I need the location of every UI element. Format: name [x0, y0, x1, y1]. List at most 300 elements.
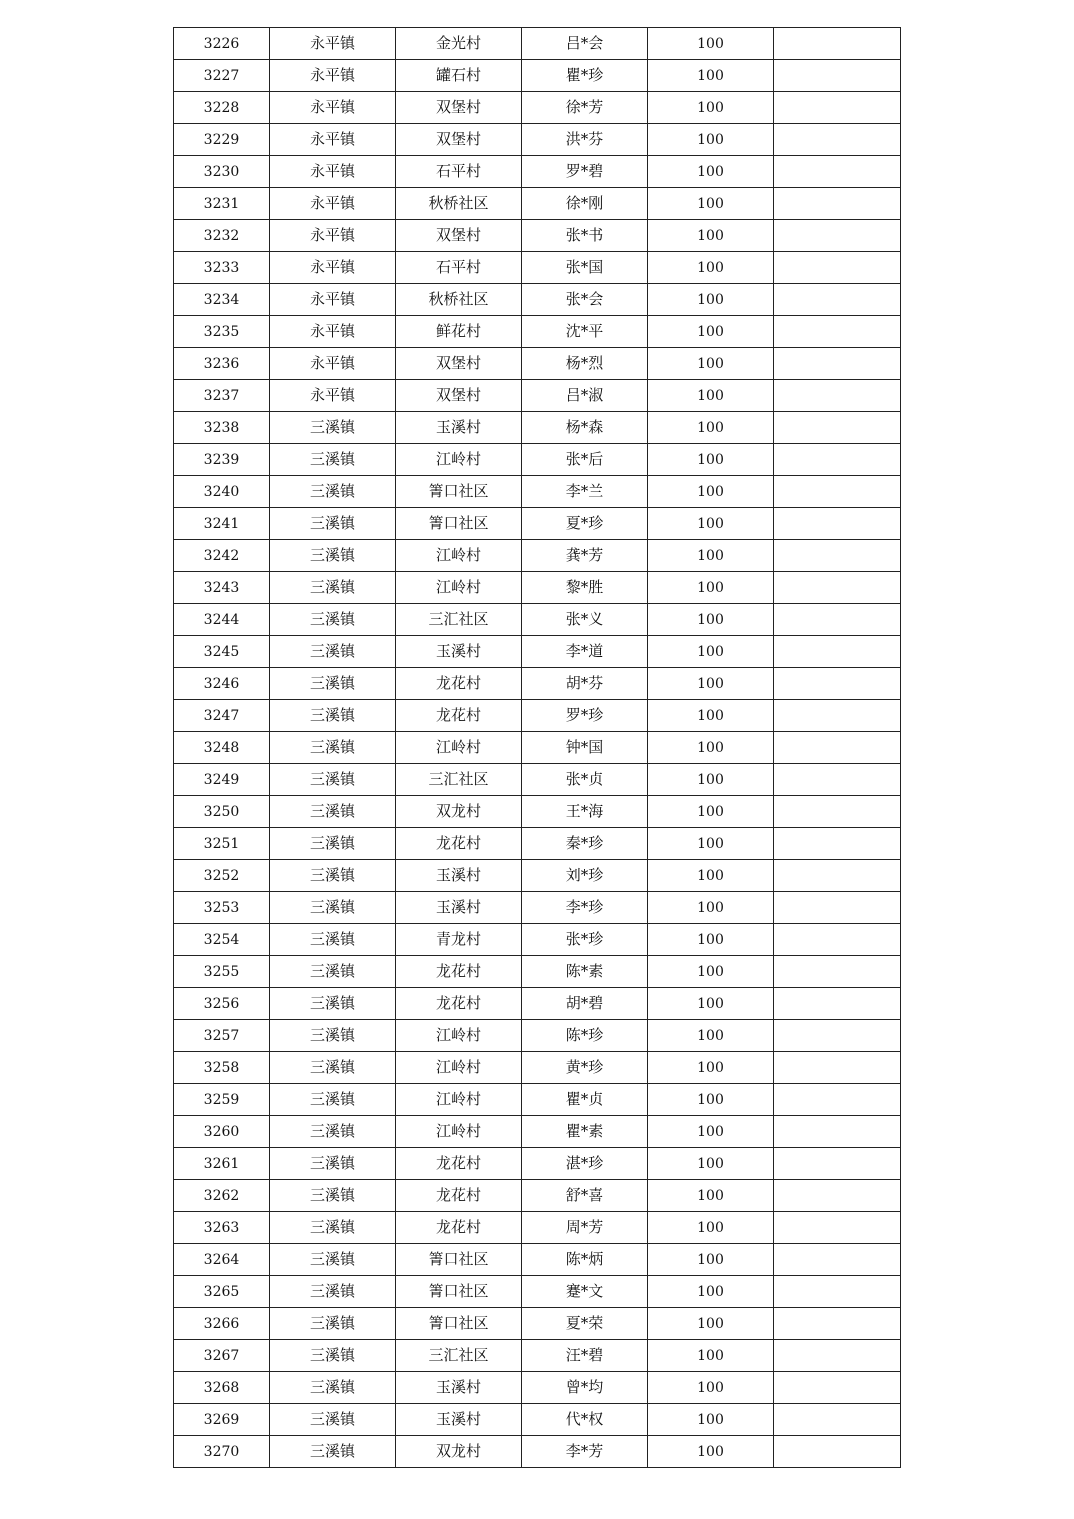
serial-number-cell: 3258 [174, 1052, 270, 1084]
serial-number-cell: 3239 [174, 444, 270, 476]
table-row [174, 1436, 901, 1468]
amount-cell: 100 [648, 412, 774, 444]
remark-cell [774, 828, 901, 860]
town-cell: 三溪镇 [270, 860, 396, 892]
amount-cell: 100 [648, 668, 774, 700]
amount-cell: 100 [648, 860, 774, 892]
name-cell: 夏*珍 [522, 508, 648, 540]
town-cell: 三溪镇 [270, 1340, 396, 1372]
name-cell: 罗*碧 [522, 156, 648, 188]
name-cell: 洪*芬 [522, 124, 648, 156]
village-cell: 玉溪村 [396, 892, 522, 924]
table-row [174, 188, 901, 220]
town-cell: 三溪镇 [270, 1308, 396, 1340]
name-cell: 李*芳 [522, 1436, 648, 1468]
table-row [174, 1180, 901, 1212]
village-cell: 玉溪村 [396, 412, 522, 444]
town-cell: 三溪镇 [270, 444, 396, 476]
amount-cell: 100 [648, 252, 774, 284]
serial-number-cell: 3269 [174, 1404, 270, 1436]
village-cell: 江岭村 [396, 1020, 522, 1052]
village-cell: 龙花村 [396, 1180, 522, 1212]
name-cell: 黎*胜 [522, 572, 648, 604]
serial-number-cell: 3254 [174, 924, 270, 956]
amount-cell: 100 [648, 348, 774, 380]
serial-number-cell: 3252 [174, 860, 270, 892]
town-cell: 三溪镇 [270, 476, 396, 508]
serial-number-cell: 3236 [174, 348, 270, 380]
serial-number-cell: 3262 [174, 1180, 270, 1212]
serial-number-cell: 3248 [174, 732, 270, 764]
serial-number-cell: 3242 [174, 540, 270, 572]
village-cell: 石平村 [396, 156, 522, 188]
name-cell: 瞿*素 [522, 1116, 648, 1148]
village-cell: 江岭村 [396, 540, 522, 572]
name-cell: 龚*芳 [522, 540, 648, 572]
amount-cell: 100 [648, 476, 774, 508]
village-cell: 秋桥社区 [396, 284, 522, 316]
remark-cell [774, 508, 901, 540]
name-cell: 蹇*文 [522, 1276, 648, 1308]
remark-cell [774, 732, 901, 764]
amount-cell: 100 [648, 1052, 774, 1084]
table-row [174, 252, 901, 284]
amount-cell: 100 [648, 1116, 774, 1148]
village-cell: 江岭村 [396, 1052, 522, 1084]
name-cell: 张*国 [522, 252, 648, 284]
table-row [174, 476, 901, 508]
name-cell: 曾*均 [522, 1372, 648, 1404]
serial-number-cell: 3261 [174, 1148, 270, 1180]
serial-number-cell: 3257 [174, 1020, 270, 1052]
village-cell: 青龙村 [396, 924, 522, 956]
amount-cell: 100 [648, 1148, 774, 1180]
serial-number-cell: 3270 [174, 1436, 270, 1468]
table-row [174, 1372, 901, 1404]
table-row [174, 1116, 901, 1148]
table-row [174, 508, 901, 540]
village-cell: 江岭村 [396, 1084, 522, 1116]
serial-number-cell: 3230 [174, 156, 270, 188]
serial-number-cell: 3228 [174, 92, 270, 124]
town-cell: 永平镇 [270, 316, 396, 348]
table-row [174, 1276, 901, 1308]
village-cell: 箐口社区 [396, 1276, 522, 1308]
remark-cell [774, 444, 901, 476]
village-cell: 龙花村 [396, 1148, 522, 1180]
village-cell: 龙花村 [396, 828, 522, 860]
serial-number-cell: 3256 [174, 988, 270, 1020]
remark-cell [774, 924, 901, 956]
amount-cell: 100 [648, 700, 774, 732]
remark-cell [774, 700, 901, 732]
name-cell: 杨*烈 [522, 348, 648, 380]
remark-cell [774, 348, 901, 380]
amount-cell: 100 [648, 1180, 774, 1212]
serial-number-cell: 3253 [174, 892, 270, 924]
serial-number-cell: 3245 [174, 636, 270, 668]
serial-number-cell: 3235 [174, 316, 270, 348]
name-cell: 张*义 [522, 604, 648, 636]
town-cell: 三溪镇 [270, 1372, 396, 1404]
amount-cell: 100 [648, 1084, 774, 1116]
village-cell: 秋桥社区 [396, 188, 522, 220]
remark-cell [774, 988, 901, 1020]
name-cell: 李*兰 [522, 476, 648, 508]
remark-cell [774, 28, 901, 60]
village-cell: 江岭村 [396, 444, 522, 476]
town-cell: 永平镇 [270, 348, 396, 380]
remark-cell [774, 1340, 901, 1372]
serial-number-cell: 3233 [174, 252, 270, 284]
table-row [174, 892, 901, 924]
town-cell: 三溪镇 [270, 1436, 396, 1468]
amount-cell: 100 [648, 92, 774, 124]
serial-number-cell: 3240 [174, 476, 270, 508]
serial-number-cell: 3266 [174, 1308, 270, 1340]
subsidy-table [173, 27, 901, 1468]
name-cell: 刘*珍 [522, 860, 648, 892]
name-cell: 舒*喜 [522, 1180, 648, 1212]
amount-cell: 100 [648, 796, 774, 828]
village-cell: 三汇社区 [396, 764, 522, 796]
table-row [174, 572, 901, 604]
town-cell: 三溪镇 [270, 764, 396, 796]
remark-cell [774, 1020, 901, 1052]
name-cell: 李*道 [522, 636, 648, 668]
table-row [174, 924, 901, 956]
village-cell: 石平村 [396, 252, 522, 284]
table-row [174, 1212, 901, 1244]
name-cell: 夏*荣 [522, 1308, 648, 1340]
serial-number-cell: 3227 [174, 60, 270, 92]
remark-cell [774, 156, 901, 188]
name-cell: 瞿*珍 [522, 60, 648, 92]
amount-cell: 100 [648, 828, 774, 860]
table-row [174, 444, 901, 476]
name-cell: 瞿*贞 [522, 1084, 648, 1116]
name-cell: 秦*珍 [522, 828, 648, 860]
amount-cell: 100 [648, 1212, 774, 1244]
village-cell: 箐口社区 [396, 1308, 522, 1340]
village-cell: 龙花村 [396, 1212, 522, 1244]
serial-number-cell: 3249 [174, 764, 270, 796]
table-row [174, 604, 901, 636]
remark-cell [774, 668, 901, 700]
table-row [174, 1052, 901, 1084]
remark-cell [774, 60, 901, 92]
remark-cell [774, 956, 901, 988]
serial-number-cell: 3238 [174, 412, 270, 444]
amount-cell: 100 [648, 540, 774, 572]
amount-cell: 100 [648, 60, 774, 92]
village-cell: 龙花村 [396, 988, 522, 1020]
serial-number-cell: 3255 [174, 956, 270, 988]
name-cell: 汪*碧 [522, 1340, 648, 1372]
table-row [174, 732, 901, 764]
remark-cell [774, 1276, 901, 1308]
name-cell: 代*权 [522, 1404, 648, 1436]
name-cell: 周*芳 [522, 1212, 648, 1244]
town-cell: 三溪镇 [270, 540, 396, 572]
town-cell: 三溪镇 [270, 700, 396, 732]
town-cell: 三溪镇 [270, 636, 396, 668]
remark-cell [774, 540, 901, 572]
village-cell: 玉溪村 [396, 1372, 522, 1404]
name-cell: 张*书 [522, 220, 648, 252]
village-cell: 箐口社区 [396, 476, 522, 508]
name-cell: 陈*炳 [522, 1244, 648, 1276]
town-cell: 三溪镇 [270, 988, 396, 1020]
name-cell: 湛*珍 [522, 1148, 648, 1180]
town-cell: 三溪镇 [270, 1212, 396, 1244]
amount-cell: 100 [648, 1020, 774, 1052]
name-cell: 胡*芬 [522, 668, 648, 700]
table-row [174, 956, 901, 988]
village-cell: 玉溪村 [396, 1404, 522, 1436]
remark-cell [774, 1052, 901, 1084]
village-cell: 鲜花村 [396, 316, 522, 348]
amount-cell: 100 [648, 1436, 774, 1468]
remark-cell [774, 860, 901, 892]
town-cell: 永平镇 [270, 252, 396, 284]
remark-cell [774, 1436, 901, 1468]
village-cell: 江岭村 [396, 572, 522, 604]
town-cell: 三溪镇 [270, 508, 396, 540]
remark-cell [774, 604, 901, 636]
town-cell: 三溪镇 [270, 1180, 396, 1212]
table-row [174, 796, 901, 828]
serial-number-cell: 3231 [174, 188, 270, 220]
town-cell: 三溪镇 [270, 924, 396, 956]
serial-number-cell: 3237 [174, 380, 270, 412]
serial-number-cell: 3232 [174, 220, 270, 252]
table-row [174, 156, 901, 188]
name-cell: 徐*芳 [522, 92, 648, 124]
name-cell: 王*海 [522, 796, 648, 828]
table-row [174, 540, 901, 572]
amount-cell: 100 [648, 444, 774, 476]
name-cell: 陈*珍 [522, 1020, 648, 1052]
remark-cell [774, 572, 901, 604]
town-cell: 三溪镇 [270, 892, 396, 924]
serial-number-cell: 3234 [174, 284, 270, 316]
remark-cell [774, 1148, 901, 1180]
town-cell: 三溪镇 [270, 1052, 396, 1084]
village-cell: 双堡村 [396, 380, 522, 412]
amount-cell: 100 [648, 28, 774, 60]
table-row [174, 124, 901, 156]
village-cell: 箐口社区 [396, 508, 522, 540]
town-cell: 永平镇 [270, 220, 396, 252]
town-cell: 三溪镇 [270, 1276, 396, 1308]
table-row [174, 668, 901, 700]
remark-cell [774, 476, 901, 508]
serial-number-cell: 3243 [174, 572, 270, 604]
town-cell: 三溪镇 [270, 604, 396, 636]
amount-cell: 100 [648, 1276, 774, 1308]
town-cell: 永平镇 [270, 284, 396, 316]
village-cell: 龙花村 [396, 956, 522, 988]
village-cell: 双堡村 [396, 220, 522, 252]
name-cell: 徐*刚 [522, 188, 648, 220]
village-cell: 箐口社区 [396, 1244, 522, 1276]
name-cell: 张*珍 [522, 924, 648, 956]
remark-cell [774, 1212, 901, 1244]
town-cell: 三溪镇 [270, 668, 396, 700]
table-row [174, 316, 901, 348]
remark-cell [774, 92, 901, 124]
village-cell: 三汇社区 [396, 1340, 522, 1372]
remark-cell [774, 380, 901, 412]
village-cell: 双龙村 [396, 796, 522, 828]
town-cell: 三溪镇 [270, 732, 396, 764]
remark-cell [774, 1180, 901, 1212]
serial-number-cell: 3265 [174, 1276, 270, 1308]
serial-number-cell: 3260 [174, 1116, 270, 1148]
village-cell: 龙花村 [396, 700, 522, 732]
remark-cell [774, 412, 901, 444]
remark-cell [774, 188, 901, 220]
serial-number-cell: 3226 [174, 28, 270, 60]
remark-cell [774, 316, 901, 348]
town-cell: 三溪镇 [270, 956, 396, 988]
village-cell: 玉溪村 [396, 636, 522, 668]
remark-cell [774, 1372, 901, 1404]
table-row [174, 1308, 901, 1340]
serial-number-cell: 3267 [174, 1340, 270, 1372]
town-cell: 永平镇 [270, 156, 396, 188]
village-cell: 三汇社区 [396, 604, 522, 636]
amount-cell: 100 [648, 156, 774, 188]
table-row [174, 1244, 901, 1276]
amount-cell: 100 [648, 1372, 774, 1404]
town-cell: 三溪镇 [270, 1404, 396, 1436]
name-cell: 张*贞 [522, 764, 648, 796]
remark-cell [774, 124, 901, 156]
name-cell: 陈*素 [522, 956, 648, 988]
village-cell: 双堡村 [396, 92, 522, 124]
town-cell: 永平镇 [270, 188, 396, 220]
table-row [174, 828, 901, 860]
table-row [174, 1340, 901, 1372]
name-cell: 沈*平 [522, 316, 648, 348]
name-cell: 胡*碧 [522, 988, 648, 1020]
name-cell: 张*后 [522, 444, 648, 476]
village-cell: 双堡村 [396, 348, 522, 380]
town-cell: 三溪镇 [270, 828, 396, 860]
amount-cell: 100 [648, 892, 774, 924]
table-row [174, 700, 901, 732]
serial-number-cell: 3264 [174, 1244, 270, 1276]
remark-cell [774, 1308, 901, 1340]
amount-cell: 100 [648, 316, 774, 348]
table-row [174, 284, 901, 316]
village-cell: 玉溪村 [396, 860, 522, 892]
village-cell: 龙花村 [396, 668, 522, 700]
village-cell: 双堡村 [396, 124, 522, 156]
amount-cell: 100 [648, 508, 774, 540]
name-cell: 吕*会 [522, 28, 648, 60]
town-cell: 三溪镇 [270, 1084, 396, 1116]
table-row [174, 60, 901, 92]
name-cell: 钟*国 [522, 732, 648, 764]
serial-number-cell: 3241 [174, 508, 270, 540]
village-cell: 江岭村 [396, 1116, 522, 1148]
name-cell: 杨*森 [522, 412, 648, 444]
table-row [174, 1020, 901, 1052]
serial-number-cell: 3250 [174, 796, 270, 828]
serial-number-cell: 3263 [174, 1212, 270, 1244]
name-cell: 吕*淑 [522, 380, 648, 412]
table-row [174, 412, 901, 444]
amount-cell: 100 [648, 732, 774, 764]
table-row [174, 764, 901, 796]
village-cell: 双龙村 [396, 1436, 522, 1468]
table-row [174, 92, 901, 124]
town-cell: 三溪镇 [270, 572, 396, 604]
table-row [174, 220, 901, 252]
remark-cell [774, 796, 901, 828]
town-cell: 永平镇 [270, 380, 396, 412]
amount-cell: 100 [648, 764, 774, 796]
serial-number-cell: 3251 [174, 828, 270, 860]
name-cell: 李*珍 [522, 892, 648, 924]
town-cell: 三溪镇 [270, 1116, 396, 1148]
amount-cell: 100 [648, 124, 774, 156]
serial-number-cell: 3259 [174, 1084, 270, 1116]
town-cell: 三溪镇 [270, 1020, 396, 1052]
amount-cell: 100 [648, 284, 774, 316]
table-row [174, 1404, 901, 1436]
remark-cell [774, 220, 901, 252]
table-row [174, 28, 901, 60]
remark-cell [774, 1404, 901, 1436]
remark-cell [774, 892, 901, 924]
town-cell: 永平镇 [270, 124, 396, 156]
table-body [174, 28, 901, 1468]
remark-cell [774, 636, 901, 668]
serial-number-cell: 3246 [174, 668, 270, 700]
amount-cell: 100 [648, 1340, 774, 1372]
remark-cell [774, 284, 901, 316]
remark-cell [774, 1244, 901, 1276]
table-row [174, 860, 901, 892]
table-row [174, 380, 901, 412]
table-row [174, 1148, 901, 1180]
serial-number-cell: 3247 [174, 700, 270, 732]
remark-cell [774, 1084, 901, 1116]
serial-number-cell: 3244 [174, 604, 270, 636]
town-cell: 三溪镇 [270, 1244, 396, 1276]
table-row [174, 636, 901, 668]
table-row [174, 1084, 901, 1116]
name-cell: 张*会 [522, 284, 648, 316]
town-cell: 永平镇 [270, 28, 396, 60]
town-cell: 三溪镇 [270, 796, 396, 828]
amount-cell: 100 [648, 572, 774, 604]
amount-cell: 100 [648, 924, 774, 956]
amount-cell: 100 [648, 1404, 774, 1436]
table-row [174, 988, 901, 1020]
village-cell: 江岭村 [396, 732, 522, 764]
remark-cell [774, 1116, 901, 1148]
amount-cell: 100 [648, 380, 774, 412]
remark-cell [774, 252, 901, 284]
town-cell: 永平镇 [270, 60, 396, 92]
serial-number-cell: 3268 [174, 1372, 270, 1404]
amount-cell: 100 [648, 1244, 774, 1276]
